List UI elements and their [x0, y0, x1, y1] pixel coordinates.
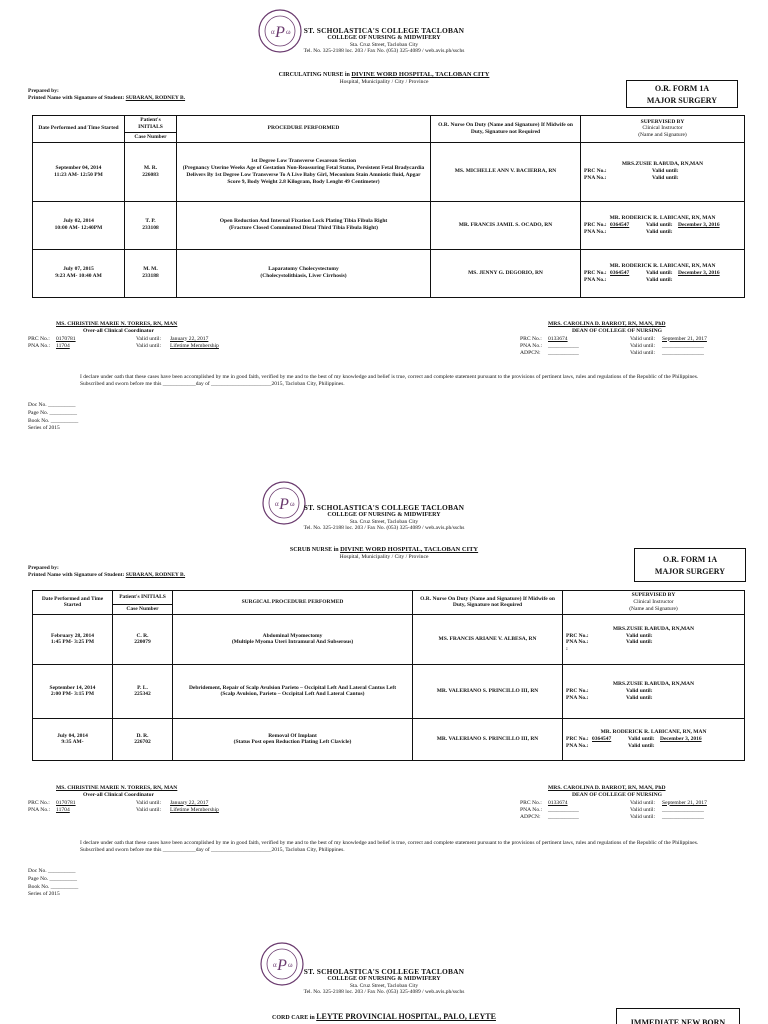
col-header-case: Case Number: [125, 132, 177, 142]
col-header-procedure: PROCEDURE PERFORMED: [177, 116, 431, 143]
declaration-text: I declare under oath that these cases have been accomplished by me in good faith, verified by me and to the best of my knowledge and belief is true, correct and complete statement pursuant to the provisions of pertinent laws, rules and regulations of the Republic of the Philippines. Subscribed and sworn before me this ____________day of ______________________2015, Tacloban City, Philippines.: [80, 840, 699, 854]
coordinator-signature: MS. CHRISTINE MARIE N. TORRES, RN, MAN Over-all Clinical Coordinator PRC No.: 0170781 Valid until: January 22, 2017 PNA No.: 11704 Valid until: Lifetime Membership: [28, 785, 219, 813]
hospital-sublabel: Hospital, Municipality / City / Province: [339, 79, 429, 86]
notary-fields: Doc No. __________ Page No. __________ Book No. __________ Series of 2015: [28, 402, 79, 432]
school-address: Sta. Cruz Street, Tacloban City: [349, 42, 419, 48]
form-type-box: O.R. FORM 1A MAJOR SURGERY: [634, 548, 746, 582]
prepared-by: Prepared by: Printed Name with Signature of Student: SUBARAN, RODNEY B.: [28, 565, 186, 579]
table-row: July 07, 2015 9:23 AM- 10:40 AM M. M. 233188 Laparatomy Cholecystectomy (Cholecystolithiasis, Liver Cirrhosis) MS. JENNY G. DEGORIO, RN MR. RODERICK R. LABICANE, RN, MAN PRC No.: 0364547 Valid until: December 3, 2016 PNA No.: Valid until:: [33, 249, 745, 297]
form-type-box: IMMEDIATE NEW BORN: [616, 1008, 740, 1024]
declaration-text: I declare under oath that these cases have been accomplished by me in good faith, verified by me and to the best of my knowledge and belief is true, correct and complete statement pursuant to the provisions of pertinent laws, rules and regulations of the Republic of the Philippines. Subscribed and sworn before me this ____________day of ______________________2015, Tacloban City, Philippines.: [80, 374, 699, 388]
table-row: February 28, 2014 1:45 PM- 3:25 PM C. R. 220079 Abdominal Myomectomy (Multiple Myoma Uteri Intramural And Subserous) MS. FRANCIS ARIANE V. ALBESA, RN MRS.ZUSIE B.ABUDA, RN,MAN PRC No.: Valid until: PNA No.: Valid until: :: [33, 614, 745, 664]
svg-text:P: P: [275, 24, 285, 41]
notary-fields: Doc No. __________ Page No. __________ Book No. __________ Series of 2015: [28, 868, 79, 898]
hospital-name: DIVINE WORD HOSPITAL, TACLOBAN CITY: [351, 71, 490, 78]
form-section-circulating: [0, 0, 768, 440]
form-type-box: [626, 80, 738, 108]
col-header-date: Date Performed and Time Started: [33, 116, 125, 143]
school-header: ST. SCHOLASTICA'S COLLEGE TACLOBAN COLLEGE OF NURSING & MIDWIFERY Sta. Cruz Street, Tacloban City Tel. No. 325-2188 loc. 203 / Fax No. (053) 325-4089 / web.avis.ph/sschs: [303, 967, 465, 996]
dean-signature: MRS. CAROLINA D. BARROT, RN, MAN, PhD DEAN OF COLLEGE OF NURSING PRC No.: 0133674 Valid until: September 21, 2017 PNA No.: ___________ Valid until: _______________ ADPCN: ___________ Valid until: _______________: [520, 785, 707, 821]
table-row: July 02, 2014 10:00 AM- 12:40PM T. P. 233108 Open Reduction And Internal Fixation Lock Plating Tibia Fibula Right (Fracture Closed Comminuted Distal Third Tibia Fibula Right) MR. FRANCIS JAMIL S. OCADO, RN MR. RODERICK R. LABICANE, RN, MAN PRC No.: 0364547 Valid until: December 3, 2016 PNA No.: Valid until:: [33, 201, 745, 249]
form-section-cord-care: [0, 938, 768, 1024]
svg-text:ω: ω: [288, 961, 293, 969]
school-contact: Tel. No. 325-2188 loc. 203 / Fax No. (053) 325-4089 / web.avis.ph/sschs: [303, 48, 465, 55]
school-header: [300, 27, 468, 54]
col-header-patient: Patient's INITIALS: [125, 116, 177, 133]
table-row: September 14, 2014 2:00 PM- 3:15 PM P. L. 225342 Debridement, Repair of Scalp Avulsion Parieto – Occipital Left And Lateral Cantus Left (Scalp Avulsion, Parieto – Occipital Left And Lateral Cantus) MR. VALERIANO S. PRINCILLO III, RN MRS.ZUSIE B.ABUDA, RN,MAN PRC No.: Valid until: PNA No.: Valid until:: [33, 664, 745, 718]
svg-text:α: α: [273, 961, 277, 969]
prepared-by-label: Prepared by:: [28, 88, 59, 94]
svg-text:ω: ω: [286, 28, 291, 36]
role-label: CIRCULATING NURSE in: [278, 72, 350, 78]
col-header-supervisor: SUPERVISED BY Clinical Instructor (Name and Signature): [581, 116, 745, 143]
procedure-table: [32, 115, 745, 298]
form-title: SCRUB NURSE in DIVINE WORD HOSPITAL, TACLOBAN CITY Hospital, Municipality / City / Province: [289, 546, 479, 561]
svg-text:α: α: [275, 500, 279, 508]
prepared-by: [28, 88, 185, 102]
procedure-table: Date Performed and Time Started Patient's INITIALS SURGICAL PROCEDURE PERFORMED O.R. Nurse On Duty (Name and Signature) If Midwife on Duty, Signature not Required SUPERVISED BY Clinical Instructor (Name and Signature) Case Number February 28, 2014 1:45 PM- 3:25 PM C. R. 220079 Abdominal Myomectomy (Multiple Myoma Uteri Intramural And Subserous) MS. FRANCIS ARIANE V. ALBESA, RN MRS.ZUSIE B.ABUDA, RN,MAN PRC No.: Valid until: PNA No.: Valid until: : September 14, 2014 2:00 PM- 3:15 PM P. L. 225342 Debridement, Repair of Scalp Avulsion Parieto – Occipital Left And Lateral Cantus Left (Scalp Avulsion, Parieto – Occipital Left And Lateral Cantus) MR. VALERIANO S. PRINCILLO III, RN MRS.ZUSIE B.ABUDA, RN,MAN PRC No.: Valid until: PNA No.: Valid until: July 04, 2014 9:35 AM- D. R. 226702 Removal Of Implant (Status Post open Reduction Plating Left Clavicle) MR. VALERIANO S. PRINCILLO III, RN MR. RODERICK R. LABICANE, RN, MAN PRC No.: 0364547 Valid until: December 3, 2016 PNA No.: Valid until:: [32, 590, 745, 761]
svg-text:α: α: [271, 28, 275, 36]
svg-text:P: P: [279, 496, 289, 513]
svg-text:ω: ω: [290, 500, 295, 508]
school-header: ST. SCHOLASTICA'S COLLEGE TACLOBAN COLLEGE OF NURSING & MIDWIFERY Sta. Cruz Street, Tacloban City Tel. No. 325-2188 loc. 203 / Fax No. (053) 325-4089 / web.avis.ph/sschs: [303, 503, 465, 532]
col-header-nurse: O.R. Nurse On Duty (Name and Signature) If Midwife on Duty, Signature not Required: [431, 116, 581, 143]
dean-signature: MRS. CAROLINA D. BARROT, RN, MAN, PhD DEAN OF COLLEGE OF NURSING PRC No.: 0133674 Valid until: September 21, 2017 PNA No.: ___________ Valid until: _______________ ADPCN: ___________ Valid until: _______________: [520, 321, 707, 357]
form-title: CORD CARE in LEYTE PROVINCIAL HOSPITAL, PALO, LEYTE: [272, 1012, 496, 1021]
college-name: COLLEGE OF NURSING & MIDWIFERY: [327, 35, 441, 42]
school-name: ST. SCHOLASTICA'S COLLEGE TACLOBAN: [303, 26, 465, 35]
svg-text:P: P: [277, 957, 287, 974]
form-code: O.R. FORM 1A: [654, 84, 710, 93]
form-section-scrub: [0, 476, 768, 936]
student-name: SUBARAN, RODNEY B.: [125, 95, 186, 102]
table-row: July 04, 2014 9:35 AM- D. R. 226702 Removal Of Implant (Status Post open Reduction Plating Left Clavicle) MR. VALERIANO S. PRINCILLO III, RN MR. RODERICK R. LABICANE, RN, MAN PRC No.: 0364547 Valid until: December 3, 2016 PNA No.: Valid until:: [33, 718, 745, 760]
college-seal-logo: [260, 942, 304, 986]
student-name-label: Printed Name with Signature of Student:: [28, 95, 125, 102]
coordinator-signature: MS. CHRISTINE MARIE N. TORRES, RN, MAN Over-all Clinical Coordinator PRC No.: 0170781 Valid until: January 22, 2017 PNA No.: 11704 Valid until: Lifetime Membership: [28, 321, 219, 349]
table-row: September 04, 2014 11:23 AM- 12:50 PM M. R. 226083 1st Degree Low Transverse Cesarean Section (Pregnancy Uterine Weeks Age of Gestation Non-Reassuring Fetal Status, Persistent Fetal Bradycardia Delivers By 1st Degree Low Transverse To A Live Baby Girl, Meconium Stain Amniotic fluid, Apgar Score 9, Body Weight 2.8 Kilogram, Body Lenght 49 Centimeter) MS. MICHELLE ANN V. BACIERRA, RN MRS.ZUSIE B.ABUDA, RN,MAN PRC No.: Valid until: PNA No.: Valid until:: [33, 142, 745, 201]
college-seal-logo: [258, 9, 302, 53]
form-category: MAJOR SURGERY: [646, 96, 718, 105]
